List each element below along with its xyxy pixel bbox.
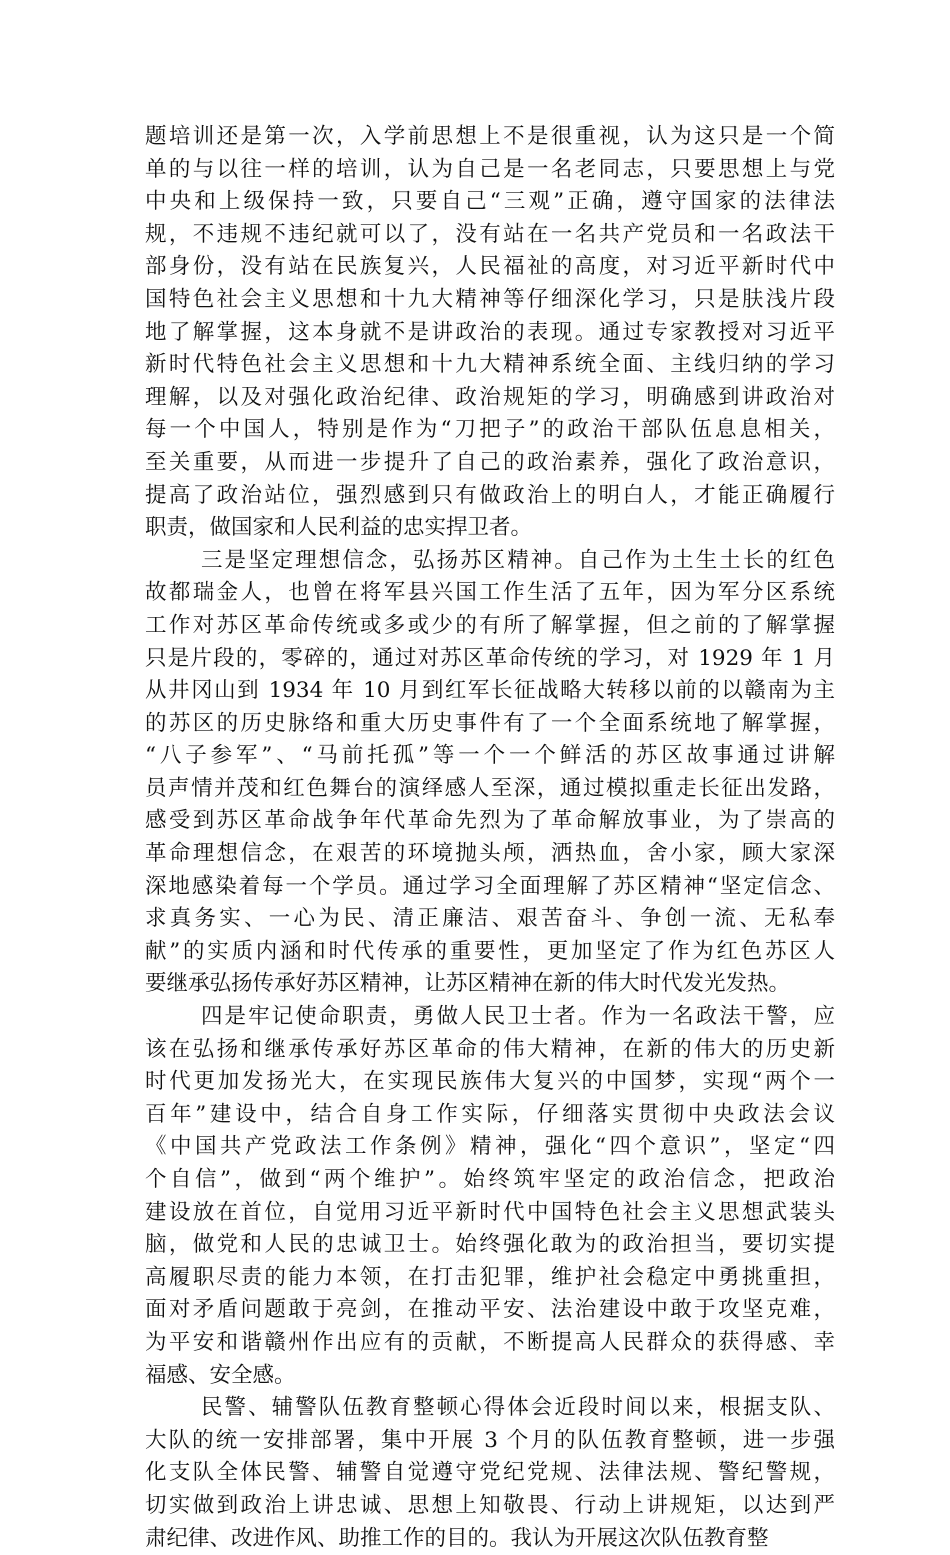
body-text bbox=[145, 121, 835, 1555]
text-line: 每一个中国人，特别是作为“刀把子”的政治干部队伍息息相关， bbox=[145, 417, 835, 443]
text-line: 三是坚定理想信念，弘扬苏区精神。自己作为土生土长的红色 bbox=[201, 547, 835, 573]
text-line: 故都瑞金人，也曾在将军县兴国工作生活了五年，因为军分区系统 bbox=[145, 580, 835, 606]
text-line: 建设放在首位，自觉用习近平新时代中国特色社会主义思想武装头 bbox=[145, 1199, 835, 1225]
paragraph bbox=[145, 121, 835, 545]
text-line: 中央和上级保持一致，只要自己“三观”正确，遵守国家的法律法 bbox=[145, 189, 835, 215]
text-line: 要继承弘扬传承好苏区精神，让苏区精神在新的伟大时代发光发热。 bbox=[145, 971, 791, 997]
text-line: 面对矛盾问题敢于亮剑，在推动平安、法治建设中敢于攻坚克难， bbox=[145, 1297, 835, 1323]
text-line: 化支队全体民警、辅警自觉遵守党纪党规、法律法规、警纪警规， bbox=[145, 1460, 835, 1486]
paragraph bbox=[145, 1001, 835, 1392]
text-line: 题培训还是第一次，入学前思想上不是很重视，认为这只是一个简 bbox=[145, 124, 835, 149]
text-line: 革命理想信念，在艰苦的环境抛头颅，洒热血，舍小家，顾大家深 bbox=[145, 841, 835, 867]
text-line: 肃纪律、改进作风、助推工作的目的。我认为开展这次队伍教育整 bbox=[145, 1525, 769, 1551]
text-line: 新时代特色社会主义思想和十九大精神系统全面、主线归纳的学习 bbox=[145, 352, 835, 378]
text-line: 个自信”，做到“两个维护”。始终筑牢坚定的政治信念，把政治 bbox=[145, 1167, 835, 1192]
text-line: 脑，做党和人民的忠诚卫士。始终强化敢为的政治担当，要切实提 bbox=[145, 1232, 835, 1258]
text-line: 职责，做国家和人民利益的忠实捍卫者。 bbox=[145, 515, 533, 541]
text-line: 福感、安全感。 bbox=[145, 1362, 296, 1388]
text-line: 部身份，没有站在民族复兴，人民福祉的高度，对习近平新时代中 bbox=[145, 254, 835, 280]
text-line: 国特色社会主义思想和十九大精神等仔细深化学习，只是肤浅片段 bbox=[145, 286, 835, 312]
text-line: 理解，以及对强化政治纪律、政治规矩的学习，明确感到讲政治对 bbox=[145, 384, 835, 410]
paragraph bbox=[145, 1392, 835, 1555]
text-line: 的苏区的历史脉络和重大历史事件有了一个全面系统地了解掌握， bbox=[145, 710, 835, 736]
text-line: 求真务实、一心为民、清正廉洁、艰苦奋斗、争创一流、无私奉 bbox=[145, 906, 835, 932]
paragraph bbox=[145, 545, 835, 1001]
text-line: 为平安和谐赣州作出应有的贡献，不断提高人民群众的获得感、幸 bbox=[145, 1329, 835, 1355]
text-line: 从井冈山到 1934 年 10 月到红军长征战略大转移以前的以赣南为主 bbox=[145, 678, 835, 704]
text-line: 至关重要，从而进一步提升了自己的政治素养，强化了政治意识， bbox=[145, 449, 835, 475]
text-line: 高履职尽责的能力本领，在打击犯罪，维护社会稳定中勇挑重担， bbox=[145, 1264, 835, 1290]
text-line: 员声情并茂和红色舞台的演绎感人至深，通过模拟重走长征出发路， bbox=[145, 775, 835, 801]
text-line: 时代更加发扬光大，在实现民族伟大复兴的中国梦，实现“两个一 bbox=[145, 1069, 835, 1095]
text-line: 提高了政治站位，强烈感到只有做政治上的明白人，才能正确履行 bbox=[145, 482, 835, 508]
text-line: 地了解掌握，这本身就不是讲政治的表现。通过专家教授对习近平 bbox=[145, 319, 835, 345]
text-line: 四是牢记使命职责，勇做人民卫士者。作为一名政法干警，应 bbox=[201, 1004, 835, 1030]
text-line: 规，不违规不违纪就可以了，没有站在一名共产党员和一名政法干 bbox=[145, 221, 835, 247]
text-line: 只是片段的，零碎的，通过对苏区革命传统的学习，对 1929 年 1 月 bbox=[145, 645, 835, 671]
text-line: 感受到苏区革命战争年代革命先烈为了革命解放事业，为了崇高的 bbox=[145, 808, 835, 834]
text-line: 民警、辅警队伍教育整顿心得体会近段时间以来，根据支队、 bbox=[201, 1395, 835, 1421]
text-line: 该在弘扬和继承传承好苏区革命的伟大精神，在新的伟大的历史新 bbox=[145, 1036, 835, 1062]
text-line: 《中国共产党政法工作条例》精神，强化“四个意识”，坚定“四 bbox=[145, 1134, 835, 1160]
text-line: 献”的实质内涵和时代传承的重要性，更加坚定了作为红色苏区人 bbox=[145, 938, 835, 964]
text-line: 百年”建设中，结合自身工作实际，仔细落实贯彻中央政法会议 bbox=[145, 1101, 835, 1127]
text-line: 深地感染着每一个学员。通过学习全面理解了苏区精神“坚定信念、 bbox=[145, 873, 835, 899]
text-line: 切实做到政治上讲忠诚、思想上知敬畏、行动上讲规矩，以达到严 bbox=[145, 1492, 835, 1518]
text-line: 单的与以往一样的培训，认为自己是一名老同志，只要思想上与党 bbox=[145, 156, 835, 182]
text-line: “八子参军”、“马前托孤”等一个一个鲜活的苏区故事通过讲解 bbox=[145, 743, 835, 769]
text-line: 工作对苏区革命传统或多或少的有所了解掌握，但之前的了解掌握 bbox=[145, 612, 835, 638]
text-line: 大队的统一安排部署，集中开展 3 个月的队伍教育整顿，进一步强 bbox=[145, 1427, 835, 1453]
